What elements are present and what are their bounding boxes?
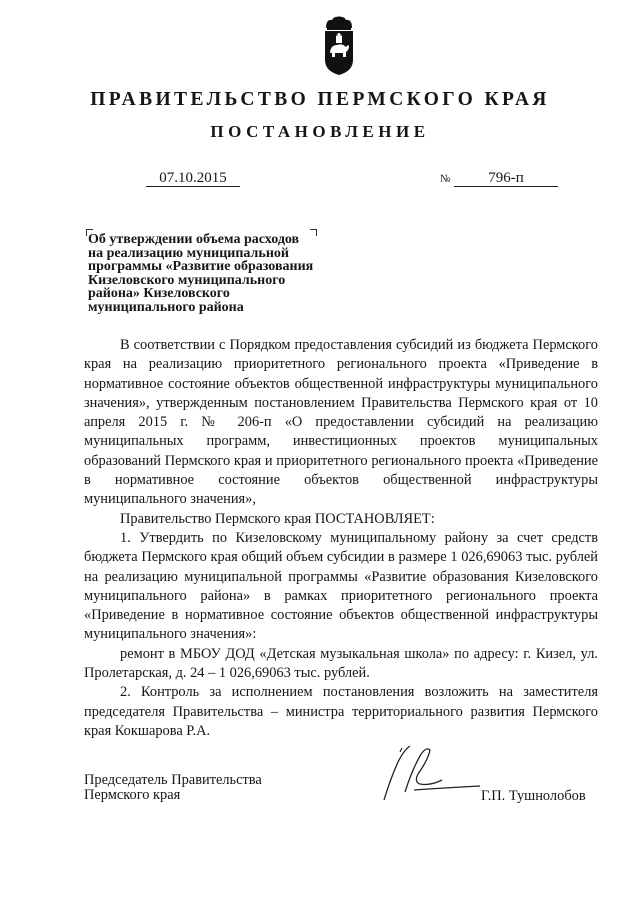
document-number: 796-п (454, 170, 558, 187)
document-type: ПОСТАНОВЛЕНИЕ (210, 122, 430, 141)
subject-line: на реализацию муниципальной (88, 245, 289, 261)
perm-krai-coat-of-arms-icon (322, 16, 356, 76)
signer-position-line: Председатель Правительства (84, 772, 262, 788)
government-title: ПРАВИТЕЛЬСТВО ПЕРМСКОГО КРАЯ (90, 89, 550, 110)
body-paragraph: ремонт в МБОУ ДОД «Детская музыкальная школа» по адресу: г. Кизел, ул. Пролетарская, д. 24 – 1 026,69063 тыс. рублей. (84, 645, 598, 682)
handwritten-signature (372, 740, 482, 810)
subject-line: муниципального района (88, 299, 244, 315)
signer-position (84, 773, 262, 803)
body-paragraph: В соответствии с Порядком предоставления субсидий из бюджета Пермского края на реализацию приоритетного регионального проекта «Приведение в нормативное состояние объектов общественной инфраструктуры муниципального значения», утвержденным постановлением Правительства Пермского края от 10 апреля 2015 г. № 206-п «О предоставлении субсидий на реализацию муниципальных программ, инвестиционных проектов муниципальных образований Пермского края и приоритетного регионального проекта «Приведение в нормативное состояние объектов общественной инфраструктуры муниципального значения», (84, 337, 598, 508)
document-subject (88, 233, 348, 315)
subject-line: программы «Развитие образования (88, 259, 314, 275)
document-body (84, 336, 598, 741)
body-paragraph: 2. Контроль за исполнением постановления возложить на заместителя председателя Правительства – министра территориального развития Пермского края Кокшарова Р.А. (84, 684, 598, 739)
body-paragraph: Правительство Пермского края ПОСТАНОВЛЯЕТ: (120, 510, 435, 527)
body-paragraph: 1. Утвердить по Кизеловскому муниципальному району за счет средств бюджета Пермского края общий объем субсидии в размере 1 026,69063 тыс. рублей на реализацию муниципальной программы «Развитие образования Кизеловского муниципального района» в рамках приоритетного регионального проекта «Приведение в нормативное состояние объектов общественной инфраструктуры муниципального значения»: (84, 529, 598, 643)
subject-line: района» Кизеловского (88, 286, 230, 302)
subject-line: Кизеловского муниципального (88, 272, 286, 288)
subject-line: Об утверждении объема расходов (88, 232, 300, 247)
document-date: 07.10.2015 (146, 170, 240, 187)
signer-name: Г.П. Тушнолобов (481, 788, 586, 804)
number-sign: № (440, 173, 451, 185)
signer-position-line: Пермского края (84, 787, 181, 803)
